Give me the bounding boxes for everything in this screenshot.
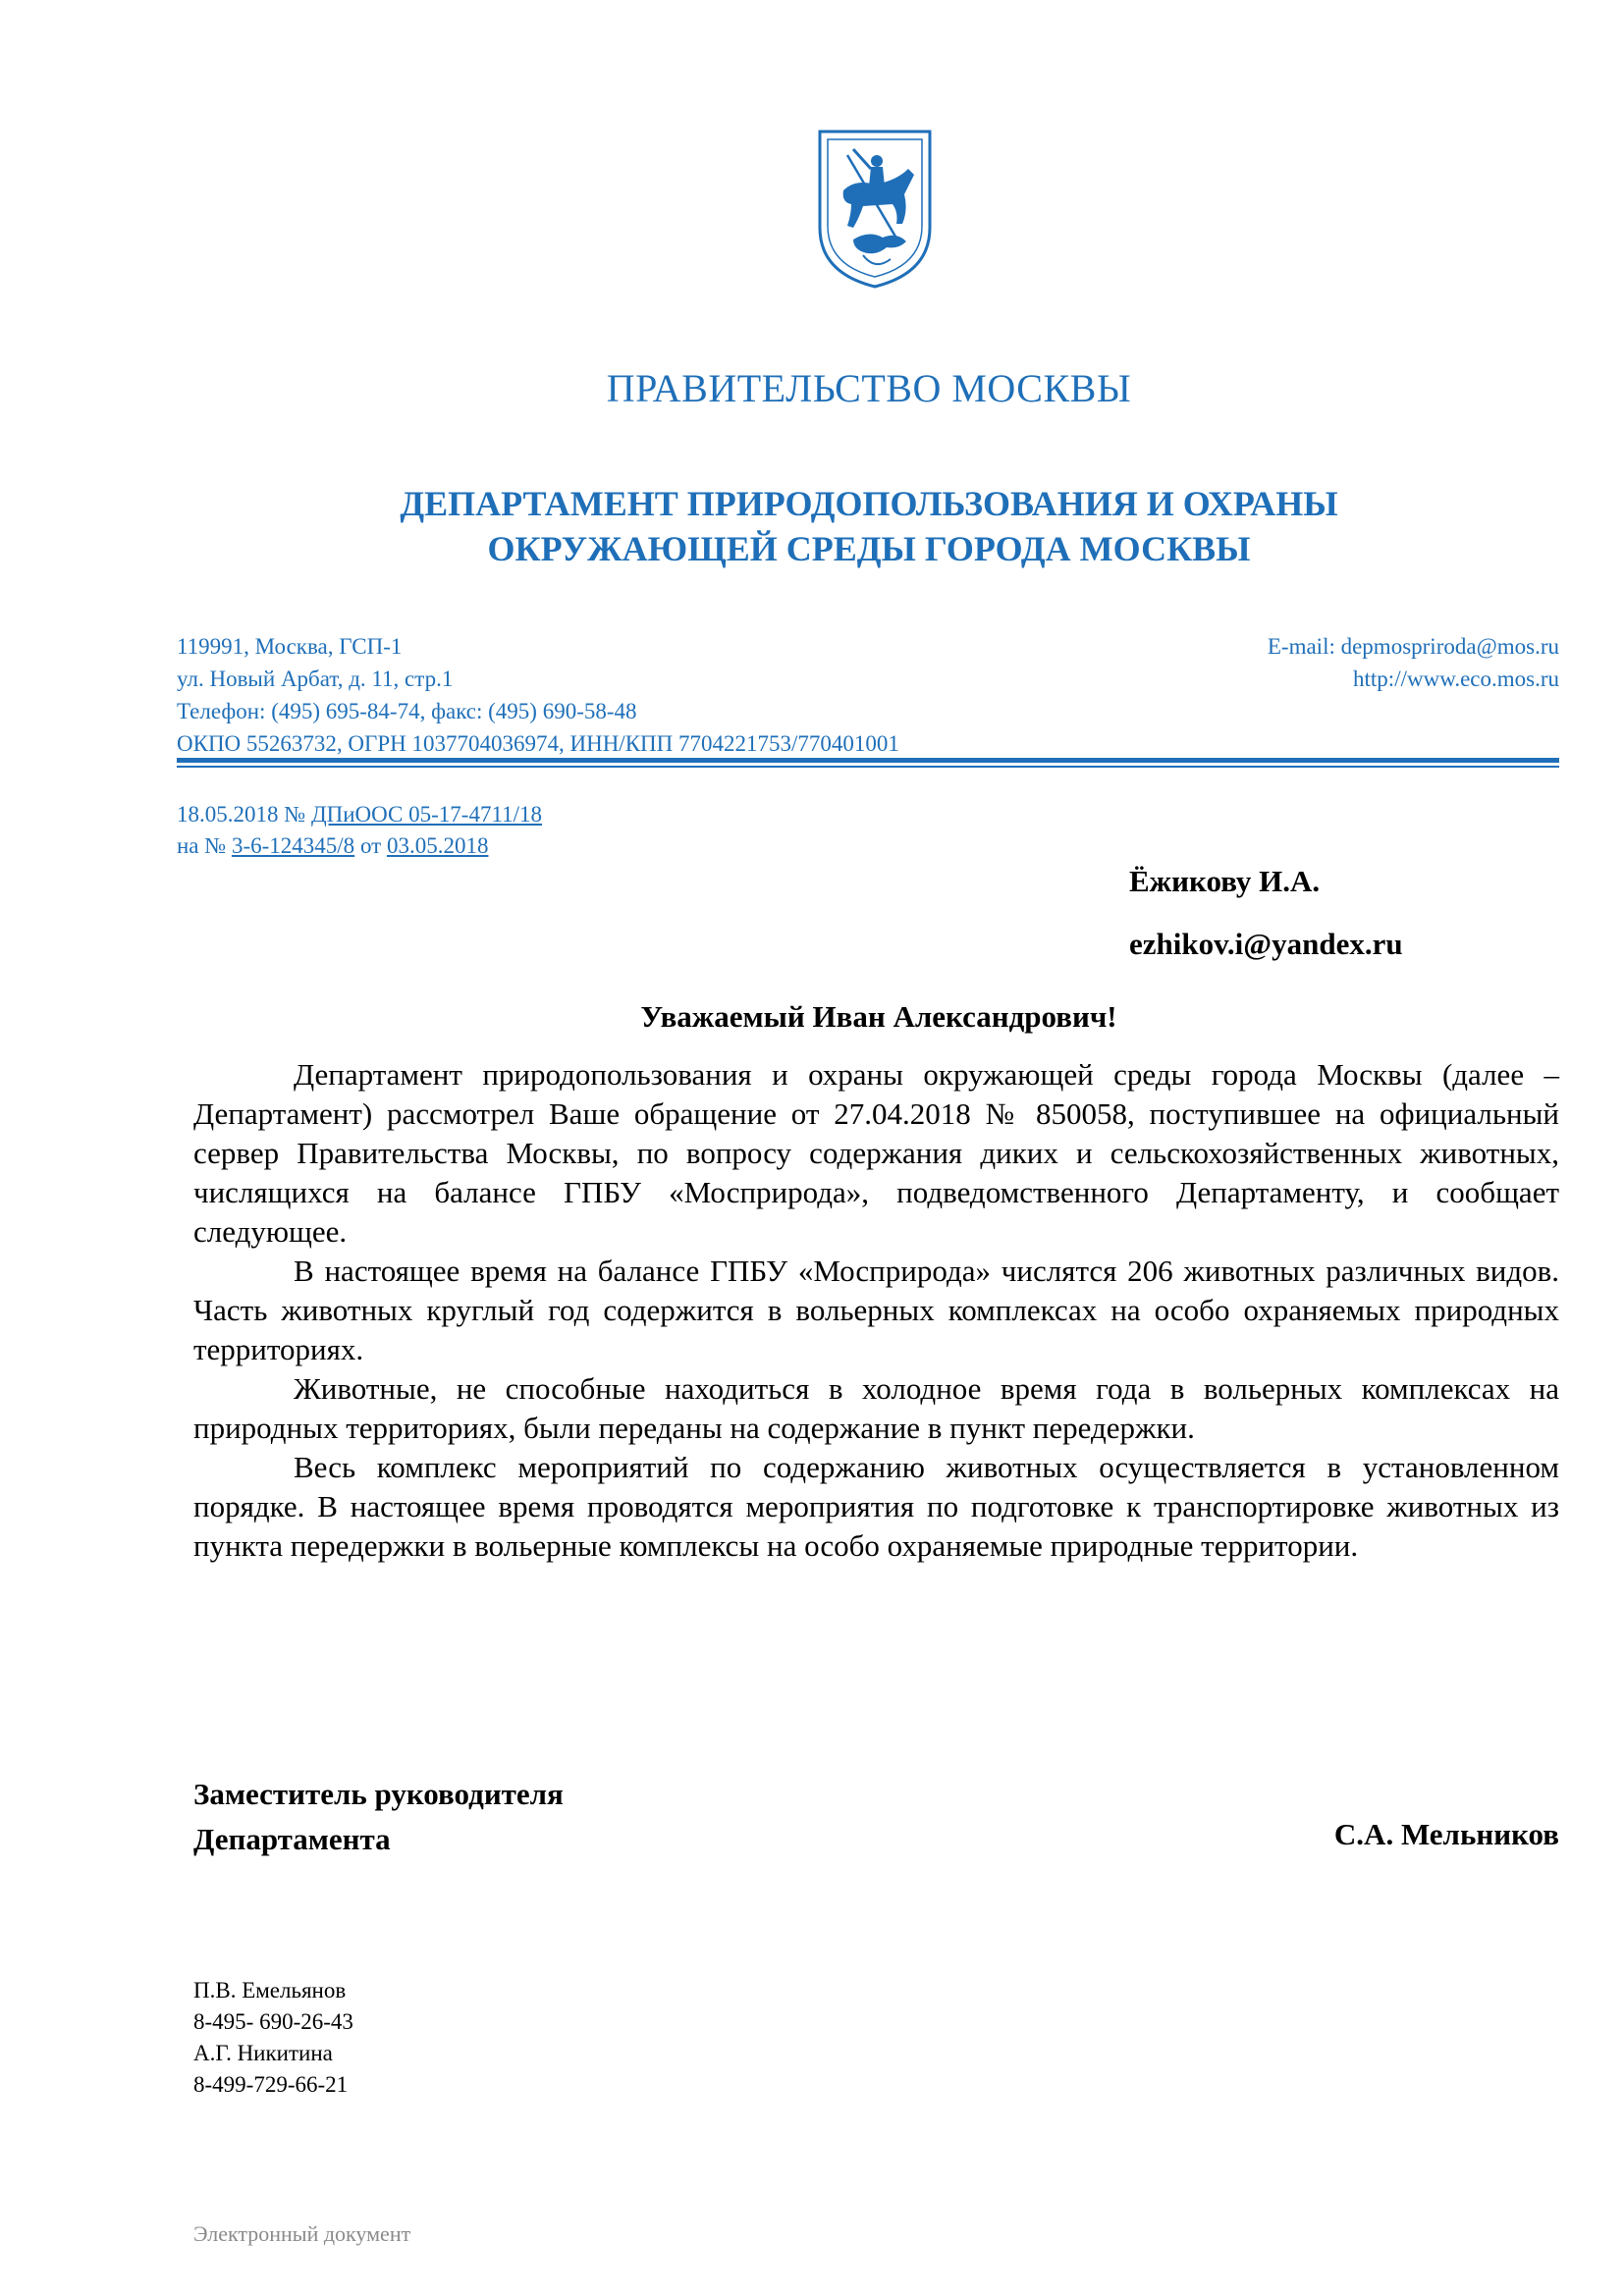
- address-line1: 119991, Москва, ГСП-1: [177, 634, 403, 659]
- electronic-document-footer: Электронный документ: [193, 2221, 411, 2246]
- registration-number[interactable]: ДПиООС 05-17-4711/18: [310, 802, 543, 827]
- addressee-email[interactable]: ezhikov.i@yandex.ru: [1129, 927, 1403, 961]
- incoming-reference: [177, 831, 488, 861]
- outgoing-registration: [177, 800, 542, 829]
- department-title-line2: ОКРУЖАЮЩЕЙ СРЕДЫ ГОРОДА МОСКВЫ: [487, 529, 1251, 568]
- header-divider-thin: [177, 766, 1559, 768]
- body-paragraph-1: Департамент природопользования и охраны окружающей среды города Москвы (далее – Департамент) рассмотрел Ваше обращение от 27.04.2018 № 850058, поступившее на официальный сервер Правительства Москвы, по вопросу содержания диких и сельскохозяйственных животных, числящихся на балансе ГПБУ «Мосприрода», подведомственного Департаменту, и сообщает следующее.: [193, 1057, 1559, 1249]
- signatory-position-line2: Департамента: [193, 1822, 391, 1856]
- executor-1-name: П.В. Емельянов: [193, 1978, 347, 2002]
- department-title-line1: ДЕПАРТАМЕНТ ПРИРОДОПОЛЬЗОВАНИЯ И ОХРАНЫ: [400, 484, 1338, 523]
- registry-codes: ОКПО 55263732, ОГРН 1037704036974, ИНН/КПП 7704221753/770401001: [177, 731, 899, 756]
- header-divider-thick: [177, 758, 1559, 763]
- executor-1-phone: 8-495- 690-26-43: [193, 2009, 353, 2034]
- signatory-position: [193, 1772, 564, 1862]
- reply-from-label: от: [359, 833, 382, 858]
- executors-block: [193, 1975, 353, 2101]
- contacts-online-block: [1268, 630, 1559, 695]
- body-paragraph-2: В настоящее время на балансе ГПБУ «Мосприрода» числятся 206 животных различных видов. Часть животных круглый год содержится в вольерных комплексах на особо охраняемых природных территориях.: [193, 1254, 1559, 1366]
- executor-2-name: А.Г. Никитина: [193, 2041, 333, 2065]
- phone-fax: Телефон: (495) 695-84-74, факс: (495) 690-58-48: [177, 699, 637, 723]
- letter-body: [193, 1055, 1559, 1566]
- contacts-address-block: [177, 630, 899, 760]
- reply-date[interactable]: 03.05.2018: [386, 833, 489, 858]
- body-paragraph-4: Весь комплекс мероприятий по содержанию животных осуществляется в установленном порядке. В настоящее время проводятся мероприятия по подготовке к транспортировке животных из пункта передержки в вольерные комплексы на особо охраняемые природные территории.: [193, 1450, 1559, 1563]
- government-title: ПРАВИТЕЛЬСТВО МОСКВЫ: [606, 366, 1132, 410]
- reply-number[interactable]: 3-6-124345/8: [231, 833, 355, 858]
- salutation: Уважаемый Иван Александрович!: [640, 999, 1117, 1034]
- signatory-name: С.А. Мельников: [1333, 1817, 1559, 1851]
- signatory-position-line1: Заместитель руководителя: [193, 1777, 564, 1811]
- registration-number-label: №: [284, 802, 306, 827]
- registration-date: 18.05.2018: [177, 802, 279, 827]
- reply-prefix: на №: [177, 833, 227, 858]
- address-line2: ул. Новый Арбат, д. 11, стр.1: [177, 667, 454, 691]
- department-title: [0, 481, 1624, 571]
- department-email[interactable]: E-mail: depmospriroda@mos.ru: [1267, 634, 1559, 659]
- addressee-name: Ёжикову И.А.: [1129, 864, 1321, 898]
- body-paragraph-3: Животные, не способные находиться в холодное время года в вольерных комплексах на природных территориях, были переданы на содержание в пункт передержки.: [193, 1371, 1559, 1445]
- executor-2-phone: 8-499-729-66-21: [193, 2072, 349, 2097]
- moscow-coat-of-arms-icon: [814, 126, 936, 291]
- department-website[interactable]: http://www.eco.mos.ru: [1353, 667, 1559, 691]
